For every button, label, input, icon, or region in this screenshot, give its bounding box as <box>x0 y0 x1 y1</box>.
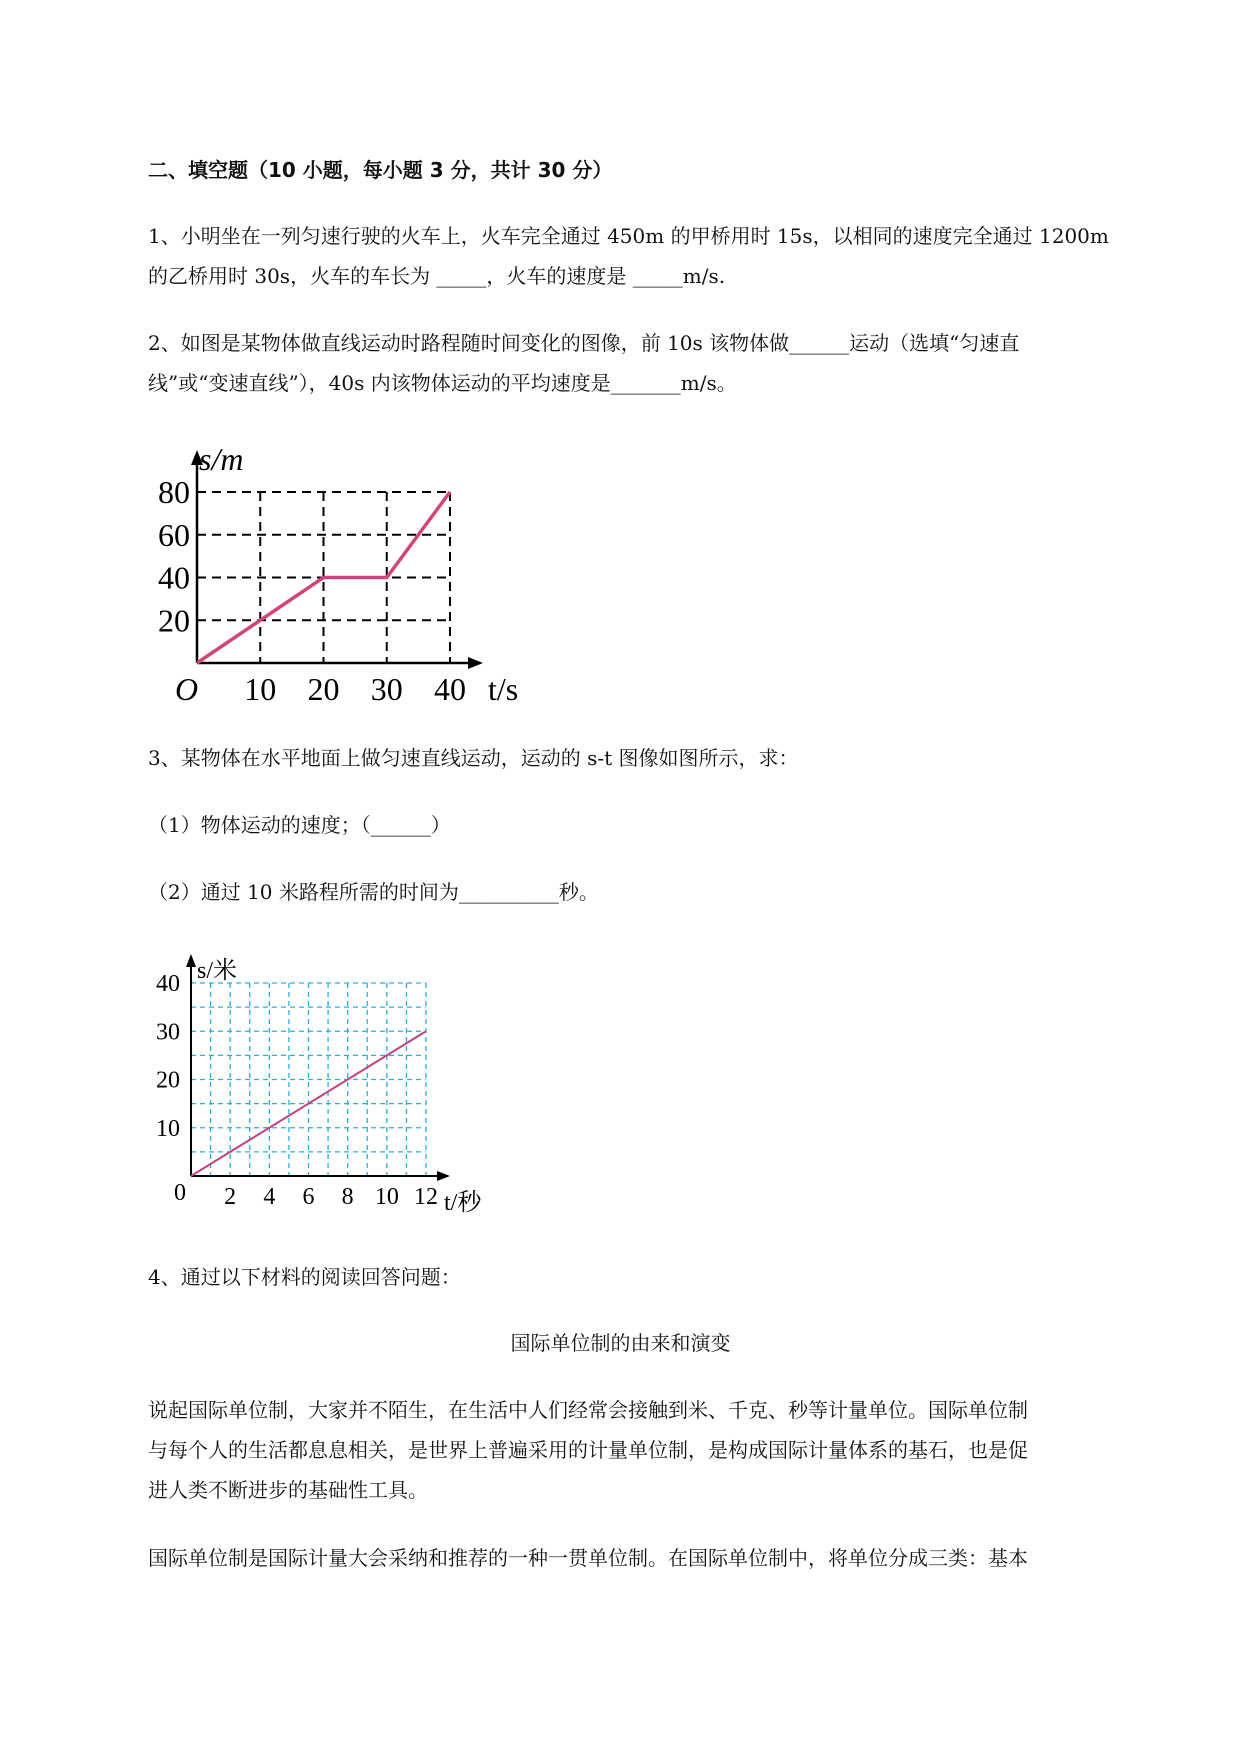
chart-2-origin-label: 0 <box>174 1180 186 1206</box>
chart-1-ylabel: s/m <box>199 441 244 477</box>
chart-1-y-tick-label: 40 <box>158 559 190 596</box>
chart-2-y-tick-label: 40 <box>156 971 180 997</box>
q1-line-2: 的乙桥用时 30s，火车的车长为 _____，火车的速度是 _____m/s. <box>148 264 726 288</box>
chart-1-x-tick-label: 40 <box>434 671 466 707</box>
chart-1-x-tick-label: 30 <box>370 671 403 707</box>
q4-line-1: 4、通过以下材料的阅读回答问题： <box>148 1265 461 1289</box>
chart-1-y-tick-label: 80 <box>158 474 190 510</box>
chart-2-x-tick-label: 2 <box>224 1184 237 1210</box>
paragraph-1-line-1: 说起国际单位制，大家并不陌生，在生活中人们经常会接触到米、千克、秒等计量单位。国际单位制 <box>148 1398 1028 1422</box>
chart-2-ylabel: s/米 <box>197 958 238 984</box>
chart-2-x-tick-label: 8 <box>341 1184 354 1210</box>
chart-2-y-tick-label: 10 <box>156 1115 180 1142</box>
chart-2-x-tick-label: 10 <box>374 1184 399 1210</box>
chart-1-y-tick-label: 60 <box>158 516 190 553</box>
chart-1-x-tick-label: 10 <box>244 671 277 707</box>
q1-line-1: 1、小明坐在一列匀速行驶的火车上，火车完全通过 450m 的甲桥用时 15s，以相同的速度完全通过 1200m <box>148 224 1109 248</box>
chart-2-y-tick-label: 30 <box>156 1019 180 1046</box>
paragraph-1-line-2: 与每个人的生活都息息相关，是世界上普遍采用的计量单位制，是构成国际计量体系的基石，也是促 <box>148 1438 1028 1462</box>
chart-1-x-axis-arrow <box>468 657 483 669</box>
article-title: 国际单位制的由来和演变 <box>510 1331 731 1355</box>
chart-1-origin-label: O <box>175 671 199 707</box>
paragraph-1-line-3: 进人类不断进步的基础性工具。 <box>148 1478 428 1502</box>
chart-1-tick-labels <box>158 474 466 707</box>
chart-2-x-tick-label: 12 <box>414 1184 438 1210</box>
chart-1-x-tick-label: 20 <box>307 671 340 707</box>
q3-line-1: 3、某物体在水平地面上做匀速直线运动，运动的 s-t 图像如图所示，求： <box>148 746 799 770</box>
paragraph-2-line-1: 国际单位制是国际计量大会采纳和推荐的一种一贯单位制。在国际单位制中，将单位分成三类：基本 <box>148 1546 1028 1570</box>
chart-1-xlabel: t/s <box>488 671 519 707</box>
q3-sub-1: （1）物体运动的速度；（______） <box>148 813 451 837</box>
q2-line-2: 线”或“变速直线”），40s 内该物体运动的平均速度是_______m/s。 <box>148 371 737 395</box>
q3-sub-2: （2）通过 10 米路程所需的时间为__________秒。 <box>148 880 599 904</box>
chart-2-x-tick-label: 6 <box>302 1184 315 1210</box>
q2-line-1: 2、如图是某物体做直线运动时路程随时间变化的图像，前 10s 该物体做______运动（选填“匀速直 <box>148 331 1020 355</box>
chart-2-xlabel: t/秒 <box>444 1190 482 1216</box>
chart-1-y-tick-label: 20 <box>158 602 190 639</box>
section-title: 二、填空题（10 小题，每小题 3 分，共计 30 分） <box>148 158 613 182</box>
chart-2-x-tick-label: 4 <box>263 1184 276 1210</box>
chart-2-y-tick-label: 20 <box>156 1067 180 1094</box>
